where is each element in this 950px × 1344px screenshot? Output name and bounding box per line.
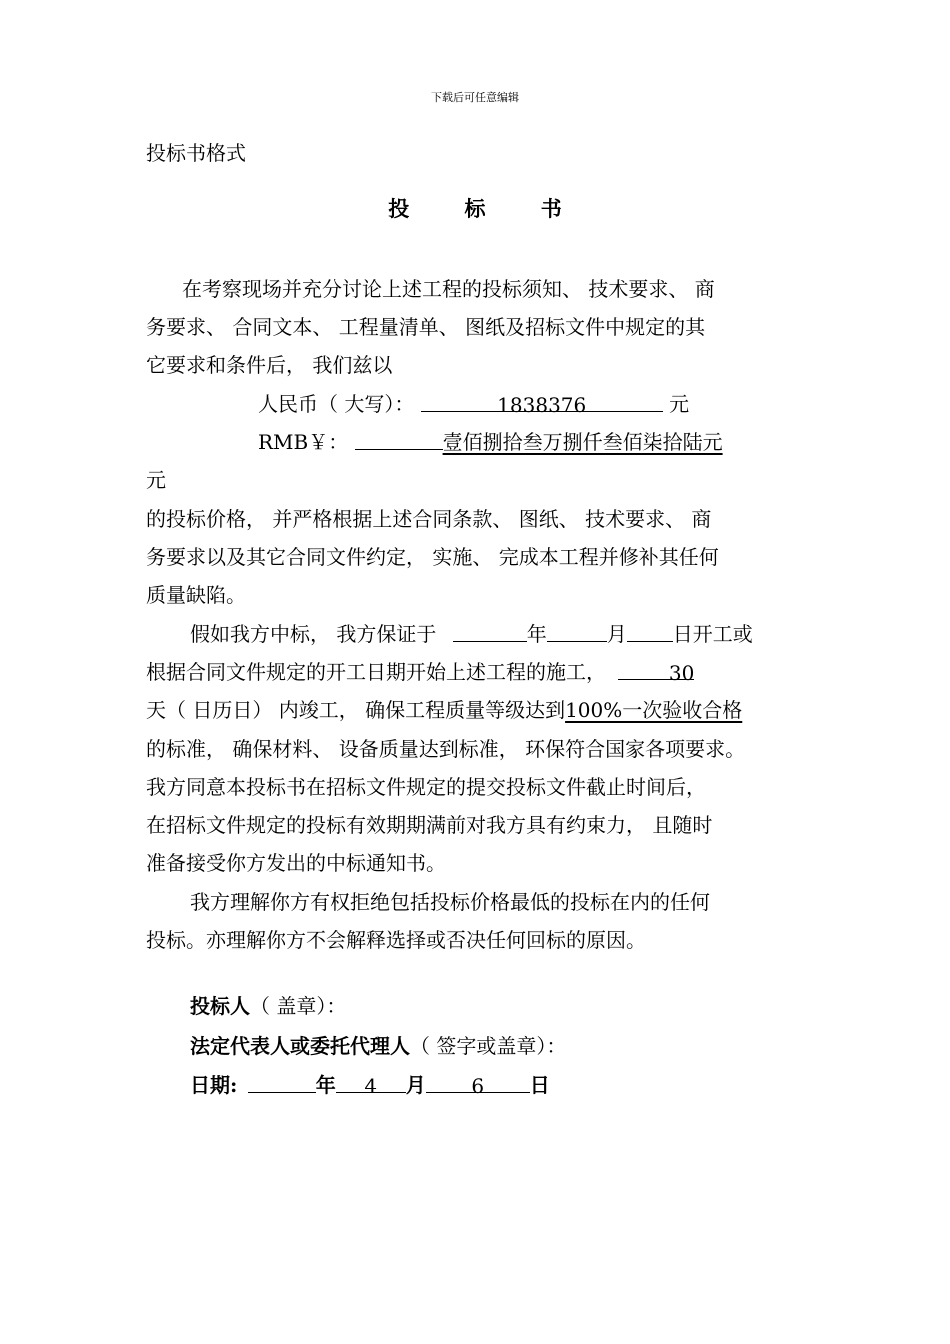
doc-title: 投 标 书 <box>388 196 586 221</box>
start-month-blank <box>547 620 607 642</box>
bidder-label: 投标人 <box>190 994 250 1018</box>
p1-line1: 在考察现场并充分讨论上述工程的投标须知、 技术要求、 商 <box>182 277 715 301</box>
price-rmb-blank <box>355 428 443 450</box>
p3-line3-text: 天（ 日历日） 内竣工， 确保工程质量等级达到 <box>146 698 566 722</box>
price-rmb-label: RMB￥： <box>258 430 349 454</box>
representative-label: 法定代表人或委托代理人 <box>190 1034 410 1058</box>
p3-line7: 准备接受你方发出的中标通知书。 <box>146 851 446 875</box>
date-month-label: 月 <box>405 1073 426 1097</box>
p3-line2 <box>146 657 694 687</box>
price-cn-line <box>258 389 689 419</box>
date-day-value: 6 <box>471 1074 485 1098</box>
p4-line1: 我方理解你方有权拒绝包括投标价格最低的投标在内的任何 <box>190 890 710 914</box>
price-cn-unit: 元 <box>669 392 690 416</box>
representative-line <box>190 1031 566 1061</box>
date-line <box>190 1070 550 1100</box>
p2-line2: 务要求以及其它合同文件约定， 实施、 完成本工程并修补其任何 <box>146 545 719 569</box>
p3-line3 <box>146 695 742 725</box>
quality-level: 100%一次验收合格 <box>565 698 743 722</box>
date-label: 日期: <box>190 1073 238 1097</box>
start-year-blank <box>453 620 527 642</box>
price-rmb-value: 壹佰捌拾叁万捌仟叁佰柒拾陆元 <box>442 430 723 454</box>
price-cn-value: 1838376 <box>497 393 587 417</box>
price-rmb-unit: 元 <box>146 468 166 492</box>
date-day-label: 日 <box>529 1073 550 1097</box>
p3-line2-text: 根据合同文件规定的开工日期开始上述工程的施工， <box>146 660 606 684</box>
start-year-label: 年 <box>526 622 547 646</box>
price-rmb-line <box>258 427 723 457</box>
start-month-label: 月 <box>606 622 627 646</box>
header-note: 下载后可任意编辑 <box>431 91 519 104</box>
representative-note: （ 签字或盖章）： <box>410 1034 567 1058</box>
p3-line5: 我方同意本投标书在招标文件规定的提交投标文件截止时间后， <box>146 775 706 799</box>
p3-line6: 在招标文件规定的投标有效期期满前对我方具有约束力， 且随时 <box>146 813 713 837</box>
p2-line1: 的投标价格， 并严格根据上述合同条款、 图纸、 技术要求、 商 <box>146 507 712 531</box>
price-cn-field <box>421 390 663 417</box>
p3-line1-end: 日开工或 <box>672 622 753 646</box>
p3-line1 <box>190 619 753 649</box>
date-year-label: 年 <box>315 1073 336 1097</box>
p1-line2: 务要求、 合同文本、 工程量清单、 图纸及招标文件中规定的其 <box>146 315 706 339</box>
p3-line1-text: 假如我方中标， 我方保证于 <box>190 622 437 646</box>
section-title: 投标书格式 <box>146 141 246 165</box>
p4-line2: 投标。亦理解你方不会解释选择或否决任何回标的原因。 <box>146 928 646 952</box>
p3-line4: 的标准， 确保材料、 设备质量达到标准， 环保符合国家各项要求。 <box>146 737 746 761</box>
p1-line3: 它要求和条件后， 我们兹以 <box>146 353 393 377</box>
start-day-blank <box>627 620 673 642</box>
duration-days: 30 <box>668 661 695 685</box>
date-month-value: 4 <box>364 1074 378 1098</box>
duration-field <box>618 658 695 685</box>
bidder-line <box>190 991 346 1021</box>
date-day-field <box>426 1071 530 1098</box>
date-year-blank <box>248 1071 316 1093</box>
price-cn-label: 人民币（ 大写）： <box>258 392 415 416</box>
date-month-field <box>336 1071 406 1098</box>
p2-line3: 质量缺陷。 <box>146 583 246 607</box>
bidder-note: （ 盖章）： <box>250 994 347 1018</box>
